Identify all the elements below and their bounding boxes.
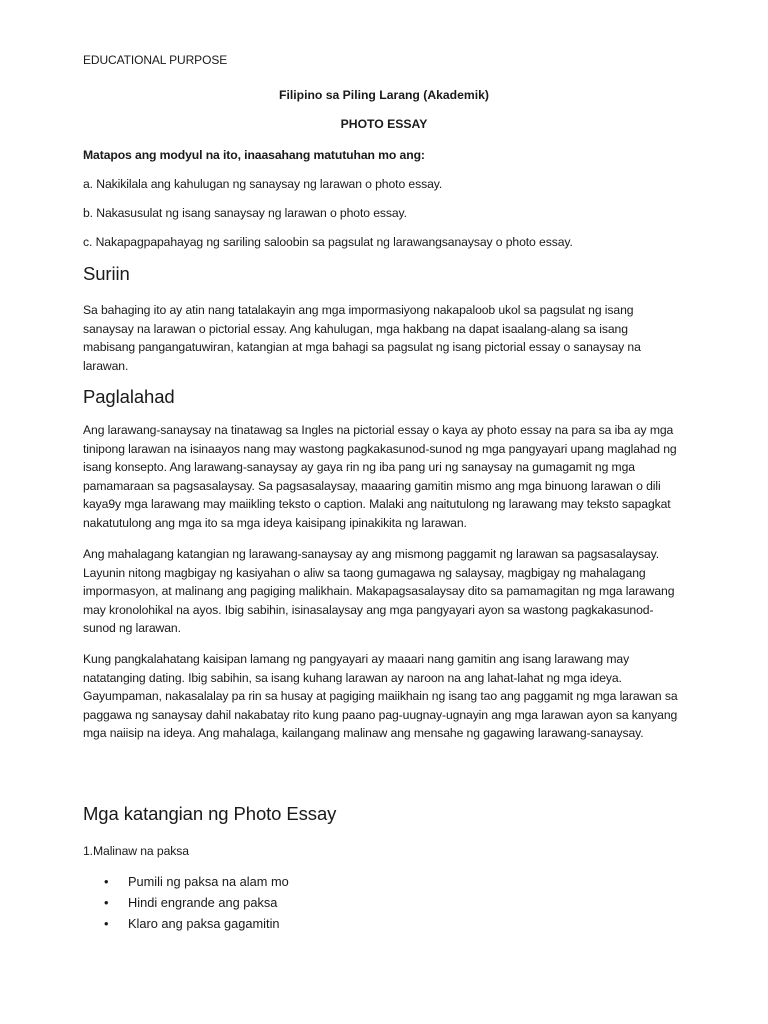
section-heading-katangian: Mga katangian ng Photo Essay <box>83 803 337 824</box>
bullet-icon: • <box>104 895 109 910</box>
numbered-item-1: 1.Malinaw na paksa <box>83 844 189 858</box>
list-item <box>83 871 289 892</box>
bullet-icon: • <box>104 916 109 931</box>
objective-c: c. Nakapagpapahayag ng sariling saloobin sa pagsulat ng larawangsanaysay o photo essay. <box>83 235 573 249</box>
list-item-text: Klaro ang paksa gagamitin <box>128 916 280 931</box>
objectives-intro: Matapos ang modyul na ito, inaasahang matutuhan mo ang: <box>83 148 425 162</box>
paragraph-suriin: Sa bahaging ito ay atin nang tatalakayin ang mga impormasiyong nakapaloob ukol sa pagsulat ng isang sanaysay na larawan o pictorial essay. Ang kahulugan, mga hakbang na dapat isaalang-alang sa isang mabisang pangangatuwiran, katangian at mga bahagi sa pagsulat ng isang pictorial essay o sanaysay na larawan. <box>83 303 641 373</box>
paragraph-paglalahad-2: Ang mahalagang katangian ng larawang-sanaysay ay ang mismong paggamit ng larawan sa pagsasalaysay. Layunin nitong magbigay ng kasiyahan o aliw sa taong gumagawa ng salaysay, magbigay ng mahalagang impormasyon, at malinang ang pagiging malikhain. Makapagsasalaysay dito sa pamamagitan ng mga larawang may kronolohikal na ayos. Ibig sabihin, isinasalaysay ang mga pangyayari ayon sa wastong pagkakasunod-sunod ng larawan. <box>83 547 675 636</box>
section-heading-paglalahad: Paglalahad <box>83 386 175 407</box>
header-label: EDUCATIONAL PURPOSE <box>83 53 228 67</box>
bullet-icon: • <box>104 874 109 889</box>
objective-b: b. Nakasusulat ng isang sanaysay ng larawan o photo essay. <box>83 206 407 220</box>
list-item-text: Hindi engrande ang paksa <box>128 895 278 910</box>
topic-title: PHOTO ESSAY <box>340 117 428 131</box>
section-heading-suriin: Suriin <box>83 263 130 284</box>
list-item-text: Pumili ng paksa na alam mo <box>128 874 289 889</box>
subject-title: Filipino sa Piling Larang (Akademik) <box>279 88 489 102</box>
list-item <box>83 892 289 913</box>
list-item <box>83 913 289 934</box>
bullet-list <box>83 871 289 934</box>
objective-a: a. Nakikilala ang kahulugan ng sanaysay ng larawan o photo essay. <box>83 177 443 191</box>
paragraph-paglalahad-3: Kung pangkalahatang kaisipan lamang ng pangyayari ay maaari nang gamitin ang isang larawang may natatanging dating. Ibig sabihin, sa isang kuhang larawan ay naroon na ang lahat-lahat ng mga ideya. Gayumpaman, nakasalalay pa rin sa husay at pagiging maiikhain ng isang tao ang paggamit ng mga larawan sa paggawa ng sanaysay dahil nakabatay rito kung paano pag-uugnay-ugnayin ang mga larawan ayon sa kanyang mga naiisip na ideya. Ang mahalaga, kailangang malinaw ang mensahe ng gagawing larawang-sanaysay. <box>83 652 678 741</box>
paragraph-paglalahad-1: Ang larawang-sanaysay na tinatawag sa Ingles na pictorial essay o kaya ay photo essay na para sa iba ay mga tinipong larawan na isinaayos nang may wastong pagkakasunod-sunod ng mga pangyayari upang maglahad ng isang konsepto. Ang larawang-sanaysay ay gaya rin ng iba pang uri ng sanaysay na gumagamit ng mga pamamaraan sa pagsasalaysay. Sa pagsasalaysay, maaaring gamitin mismo ang mga binuong larawan o dili kaya9y mga larawang may maiikling teksto o caption. Malaki ang naitutulong ng larawang may teksto sapagkat nakatutulong ang mga ito sa mga ideya kaisipang ipinakikita ng larawan. <box>83 423 677 530</box>
